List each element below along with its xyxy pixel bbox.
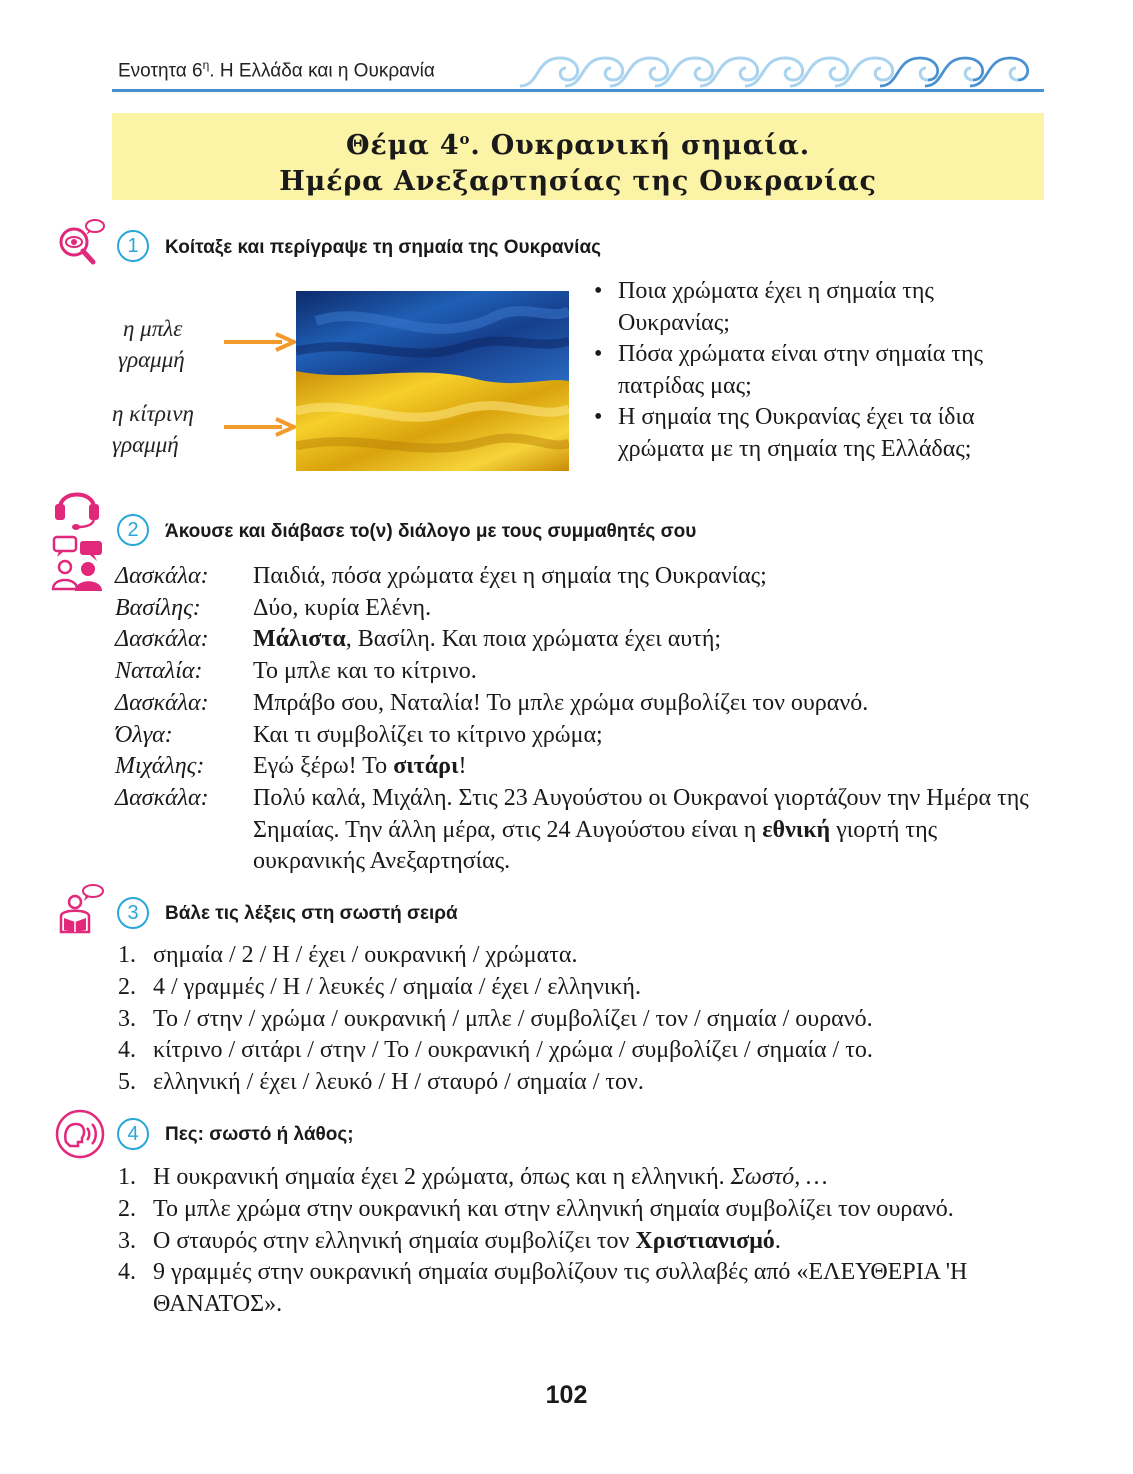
theme-title-box — [112, 113, 1044, 200]
list-text: 4 / γραμμές / Η / λευκές / σημαία / έχει / ελληνική. — [153, 973, 641, 1000]
dialogue — [115, 561, 1050, 878]
dialogue-text — [253, 783, 1050, 878]
exercise-1-number: 1 — [117, 230, 149, 262]
look-describe-icon — [55, 215, 105, 265]
bullet-dot-icon: • — [594, 341, 603, 367]
speaker-name: Ναταλία: — [115, 658, 203, 685]
headphones-icon — [52, 478, 102, 530]
speaker-name: Όλγα: — [115, 721, 173, 748]
dialogue-line — [115, 593, 1050, 625]
header-rule — [112, 89, 1044, 92]
list-text: Το / στην / χρώμα / ουκρανική / μπλε / συμβολίζει / τον / σημαία / ουρανό. — [153, 1005, 873, 1032]
dialogue-text: Το μπλε και το κίτρινο. — [253, 658, 477, 685]
dialogue-line — [115, 656, 1050, 688]
list-text — [153, 1162, 1043, 1194]
list-item — [118, 1194, 1043, 1226]
bold-word: Χριστιανισμό — [635, 1227, 775, 1254]
exercise-2-title: Άκουσε και διάβασε το(ν) διάλογο με τους συμμαθητές σου — [165, 521, 697, 542]
speaking-icon — [54, 1108, 106, 1160]
blue-line-arrow-icon — [224, 332, 296, 352]
dialogue-line — [115, 751, 1050, 783]
dialogue-line — [115, 720, 1050, 752]
blue-line-label-1: η μπλε — [123, 316, 183, 341]
dialogue-line — [115, 688, 1050, 720]
statement-text: Η ουκρανική σημαία έχει 2 χρώματα, όπως και η ελληνική. — [153, 1164, 731, 1190]
flag-questions-list — [594, 276, 1034, 465]
speaker-name: Βασίλης: — [115, 594, 201, 621]
yellow-line-label-1: η κίτρινη — [112, 401, 194, 426]
dialogue-text: Παιδιά, πόσα χρώματα έχει η σημαία της Ουκρανίας; — [253, 563, 767, 589]
dialogue-line — [115, 783, 1050, 878]
dialogue-line — [115, 624, 1050, 656]
unit-rest: . Η Ελλάδα και η Ουκρανία — [209, 60, 435, 82]
yellow-line-label-2: γραμμή — [112, 432, 179, 457]
theme-title-line-1 — [112, 121, 1044, 164]
speaker-name: Δασκάλα: — [115, 689, 209, 716]
list-number: 2. — [118, 973, 136, 1000]
list-item — [118, 940, 873, 972]
flag-question-text: Πόσα χρώματα είναι στην σημαία της πατρίδας μας; — [618, 341, 983, 399]
statement-text-post: . — [774, 1227, 781, 1254]
dialogue-text — [253, 751, 1050, 783]
unit-sup: η — [202, 58, 210, 72]
list-number: 1. — [118, 1164, 136, 1190]
speaker-name: Δασκάλα: — [115, 784, 209, 811]
flag-question-3 — [594, 402, 1034, 465]
list-number: 4. — [118, 1037, 136, 1064]
dialogue-text: Δύο, κυρία Ελένη. — [253, 594, 432, 621]
list-item — [118, 1257, 1043, 1321]
bold-word: εθνική — [762, 816, 831, 843]
flag-question-2 — [594, 339, 1034, 402]
true-false-list — [118, 1162, 1043, 1321]
speaker-name: Δασκάλα: — [115, 626, 209, 653]
ukraine-flag-image — [296, 291, 569, 471]
bold-word: Μάλιστα — [253, 626, 346, 653]
blue-line-label-2: γραμμή — [118, 347, 185, 372]
bullet-dot-icon: • — [594, 278, 603, 304]
list-item — [118, 1067, 873, 1099]
unit-header — [118, 58, 435, 82]
unit-prefix: Ενοτητα 6 — [118, 60, 203, 82]
dialogue-text-pre: Πολύ καλά, Μιχάλη. Στις 23 Αυγούστου οι Ουκρανοί γιορτάζουν την Ημέρα της Σημαίας. Την άλλη μέρα, στις 24 Αυγούστου είναι η — [253, 784, 1029, 843]
exercise-2-number: 2 — [117, 514, 149, 546]
list-number: 1. — [118, 942, 136, 968]
reading-student-icon — [55, 882, 105, 934]
speaker-name: Δασκάλα: — [115, 563, 209, 589]
list-text: Το μπλε χρώμα στην ουκρανική και στην ελληνική σημαία συμβολίζει τον ουρανό. — [153, 1195, 954, 1222]
list-text: σημαία / 2 / Η / έχει / ουκρανική / χρώματα. — [153, 942, 578, 968]
bold-word: σιτάρι — [393, 753, 459, 780]
list-number: 3. — [118, 1005, 136, 1032]
speaker-name: Μιχάλης: — [115, 753, 205, 780]
theme-rest: . Ουκρανική σημαία. — [470, 130, 810, 161]
page-number: 102 — [545, 1381, 588, 1409]
list-number: 3. — [118, 1227, 136, 1254]
flag-question-1 — [594, 276, 1034, 339]
exercise-1-title: Κοίταξε και περίγραψε τη σημαία της Ουκρανίας — [165, 237, 601, 258]
bullet-dot-icon: • — [594, 404, 603, 430]
dialogue-people-icon — [50, 535, 106, 591]
exercise-3-title: Βάλε τις λέξεις στη σωστή σειρά — [165, 903, 458, 924]
exercise-3-number: 3 — [117, 897, 149, 929]
exercise-4-number: 4 — [117, 1118, 149, 1150]
dialogue-text — [253, 624, 1050, 656]
theme-title-line-2: Ημέρα Ανεξαρτησίας της Ουκρανίας — [279, 166, 877, 197]
wave-decoration — [520, 50, 1045, 90]
list-item — [118, 1035, 873, 1067]
flag-question-text: Η σημαία της Ουκρανίας έχει τα ίδια χρώματα με τη σημαία της Ελλάδας; — [618, 404, 975, 462]
dialogue-line — [115, 561, 1050, 593]
list-number: 2. — [118, 1195, 136, 1222]
list-text — [153, 1226, 1043, 1258]
dialogue-text: Μπράβο σου, Ναταλία! Το μπλε χρώμα συμβολίζει τον ουρανό. — [253, 689, 869, 716]
list-number: 4. — [118, 1259, 136, 1286]
list-text: κίτρινο / σιτάρι / στην / Το / ουκρανική / χρώμα / συμβολίζει / σημαία / το. — [153, 1037, 873, 1064]
answer-example: Σωστό, … — [730, 1164, 828, 1190]
yellow-line-arrow-icon — [224, 417, 296, 437]
list-item — [118, 972, 873, 1004]
word-order-list — [118, 940, 873, 1099]
list-item — [118, 1226, 1043, 1258]
dialogue-text-rest: , Βασίλη. Και ποια χρώματα έχει αυτή; — [345, 626, 722, 653]
statement-text: Ο σταυρός στην ελληνική σημαία συμβολίζει τον — [153, 1227, 636, 1254]
dialogue-text: Και τι συμβολίζει το κίτρινο χρώμα; — [253, 721, 603, 748]
list-text: ελληνική / έχει / λευκό / Η / σταυρό / σημαία / τον. — [153, 1069, 644, 1096]
dialogue-text-post: γιορτή της ουκρανικής Ανεξαρτησίας. — [253, 816, 938, 875]
list-number: 5. — [118, 1069, 136, 1096]
list-item — [118, 1004, 873, 1036]
list-text: 9 γραμμές στην ουκρανική σημαία συμβολίζουν τις συλλαβές από «ΕΛΕΥΘΕΡΙΑ 'Η ΘΑΝΑΤΟΣ». — [153, 1259, 968, 1318]
flag-question-text: Ποια χρώματα έχει η σημαία της Ουκρανίας; — [618, 278, 934, 336]
theme-sup: ο — [459, 130, 471, 148]
list-item — [118, 1162, 1043, 1194]
theme-prefix: Θέμα 4 — [346, 130, 460, 161]
dialogue-text-pre: Εγώ ξέρω! Το — [253, 753, 394, 780]
exercise-4-title: Πες: σωστό ή λάθος; — [165, 1124, 354, 1145]
dialogue-text-post: ! — [458, 753, 467, 780]
